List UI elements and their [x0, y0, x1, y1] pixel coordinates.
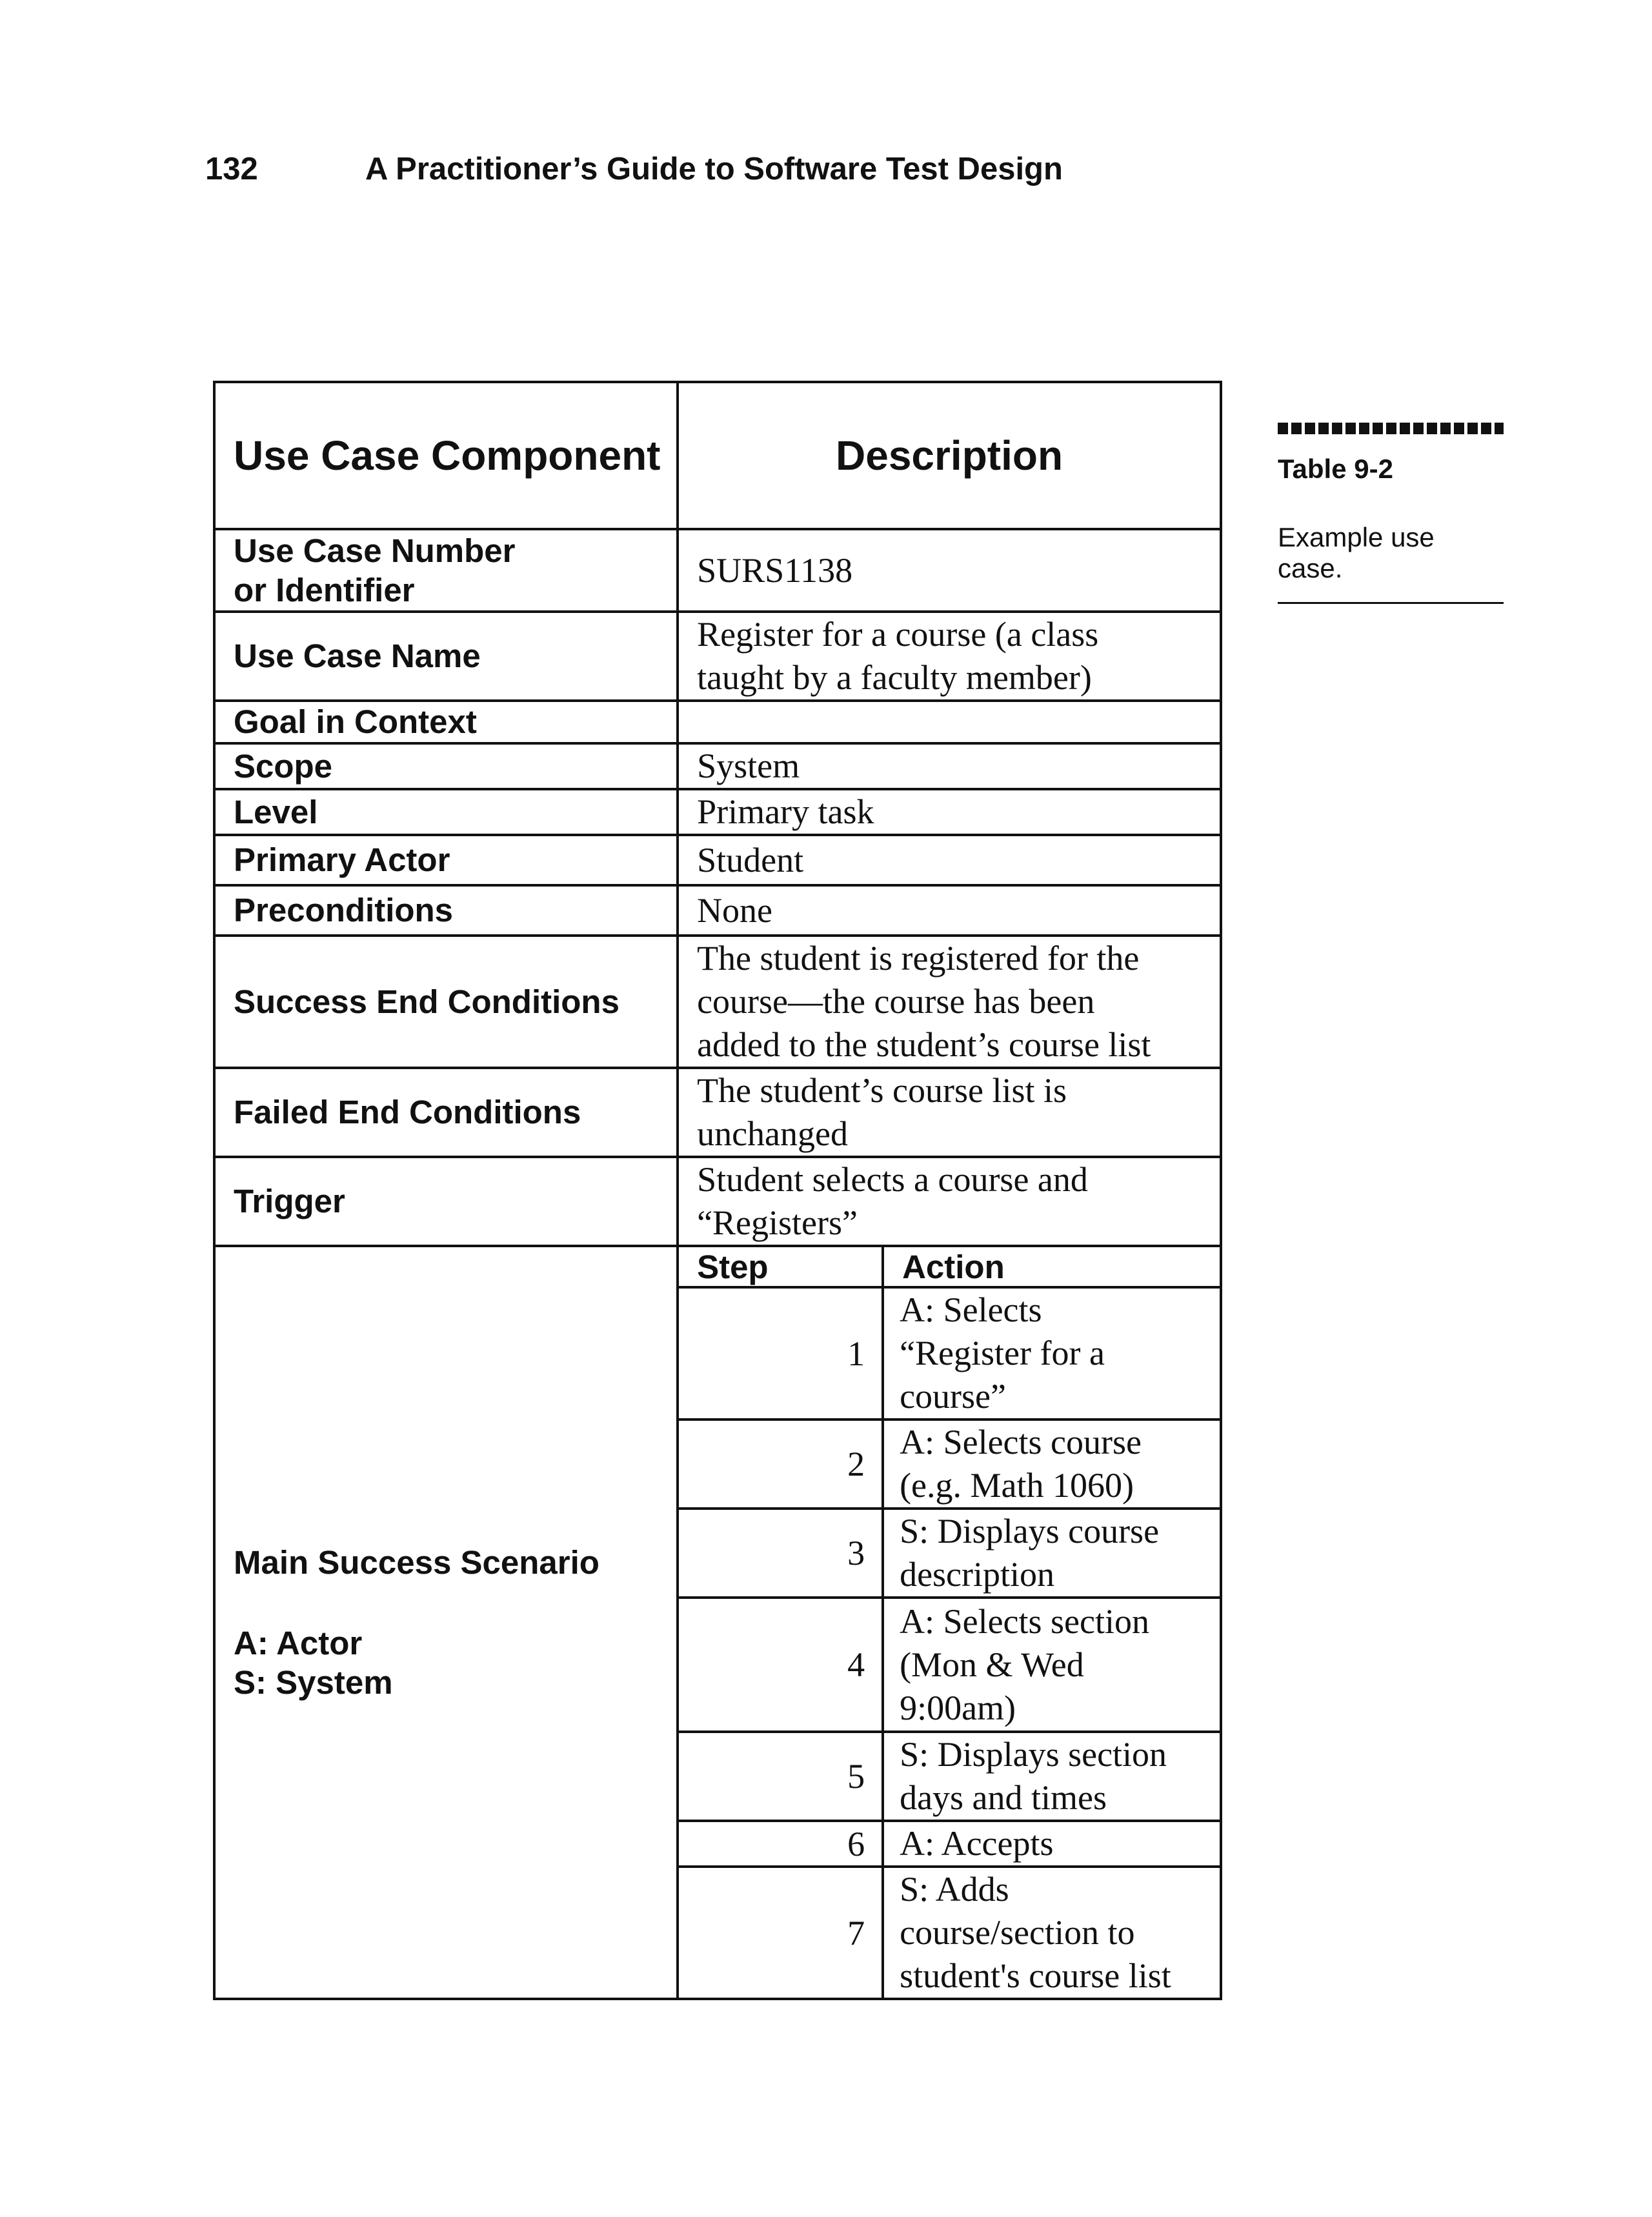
component-label [214, 743, 678, 789]
step-action [883, 1821, 1220, 1867]
text-line: or Identifier [234, 572, 415, 608]
component-label [214, 612, 678, 701]
text-line: The student’s course list is [697, 1071, 1067, 1110]
text-line: Register for a course (a class [697, 615, 1099, 654]
table-row [214, 885, 1221, 936]
scenario-steps-cell [678, 1246, 1221, 1999]
text-line: Student selects a course and [697, 1160, 1088, 1199]
table-row [214, 1068, 1221, 1157]
table-header-row [214, 382, 1221, 529]
caption-rule [1278, 602, 1504, 604]
legend-system: S: System [234, 1664, 393, 1701]
text-line: Level [234, 793, 318, 830]
table-row [214, 743, 1221, 789]
component-description [678, 885, 1221, 936]
book-title: A Practitioner’s Guide to Software Test Design [365, 152, 1063, 186]
text-line: Goal in Context [234, 703, 477, 741]
text-line: Failed End Conditions [234, 1094, 581, 1131]
table-number: Table 9-2 [1278, 454, 1393, 484]
text-line: A: Accepts [900, 1824, 1054, 1863]
step-row [679, 1821, 1220, 1867]
component-label [214, 1068, 678, 1157]
table-row [214, 789, 1221, 835]
text-line: (e.g. Math 1060) [900, 1466, 1134, 1505]
text-line: Scope [234, 747, 333, 785]
text-line: course—the course has been [697, 982, 1095, 1021]
step-number: 7 [679, 1867, 883, 1998]
table-row [214, 701, 1221, 743]
step-row [679, 1419, 1220, 1509]
step-action [883, 1287, 1220, 1419]
component-description [678, 743, 1221, 789]
step-row [679, 1509, 1220, 1598]
text-line: S: Displays course [900, 1512, 1160, 1550]
step-action [883, 1509, 1220, 1598]
component-label [214, 885, 678, 936]
text-line: SURS1138 [697, 550, 853, 590]
component-description [678, 701, 1221, 743]
running-head [205, 154, 1063, 185]
step-number: 4 [679, 1598, 883, 1732]
text-line: Trigger [234, 1183, 345, 1220]
text-line: added to the student’s course list [697, 1025, 1151, 1064]
text-line: S: Displays section [900, 1735, 1167, 1774]
component-description [678, 612, 1221, 701]
header-description: Description [678, 382, 1221, 529]
main-success-scenario-label: Main Success Scenario [234, 1543, 599, 1581]
steps-header-row [679, 1247, 1220, 1287]
text-line: unchanged [697, 1114, 848, 1153]
step-number: 2 [679, 1419, 883, 1509]
table-row [214, 529, 1221, 612]
text-line: Use Case Number [234, 532, 516, 569]
main-success-scenario-row [214, 1246, 1221, 1999]
step-number: 6 [679, 1821, 883, 1867]
table-row [214, 612, 1221, 701]
step-action [883, 1419, 1220, 1509]
legend-actor: A: Actor [234, 1624, 363, 1661]
text-line: description [900, 1555, 1055, 1594]
step-number: 3 [679, 1509, 883, 1598]
step-row [679, 1732, 1220, 1821]
step-number: 1 [679, 1287, 883, 1419]
text-line: student's course list [900, 1956, 1171, 1995]
table-row [214, 1157, 1221, 1246]
text-line: “Register for a [900, 1334, 1105, 1372]
step-action [883, 1867, 1220, 1998]
text-line: (Mon & Wed [900, 1645, 1084, 1684]
component-label [214, 701, 678, 743]
step-number: 5 [679, 1732, 883, 1821]
step-header: Step [679, 1247, 883, 1287]
page-number: 132 [205, 152, 258, 186]
table-caption [1278, 423, 1504, 604]
text-line: Student [697, 840, 804, 879]
text-line: days and times [900, 1778, 1107, 1817]
component-label [214, 529, 678, 612]
text-line: A: Selects [900, 1290, 1042, 1329]
scenario-steps-table [679, 1247, 1220, 1998]
caption-text: Example use case. [1278, 522, 1435, 583]
component-description [678, 1068, 1221, 1157]
text-line: A: Selects course [900, 1423, 1142, 1461]
text-line: A: Selects section [900, 1601, 1149, 1641]
component-label [214, 1157, 678, 1246]
text-line: Use Case Name [234, 637, 481, 675]
component-description [678, 936, 1221, 1068]
component-description [678, 835, 1221, 885]
text-line: “Registers” [697, 1203, 858, 1242]
step-action [883, 1598, 1220, 1732]
text-line: Primary Actor [234, 841, 450, 879]
component-label [214, 936, 678, 1068]
text-line: 9:00am) [900, 1688, 1016, 1727]
text-line: System [697, 747, 800, 785]
table-row [214, 835, 1221, 885]
component-description [678, 1157, 1221, 1246]
spacer [234, 1582, 676, 1623]
text-line: course” [900, 1377, 1006, 1416]
action-header: Action [902, 1248, 1005, 1285]
table-row [214, 936, 1221, 1068]
component-label [214, 835, 678, 885]
step-action [883, 1732, 1220, 1821]
text-line: Success End Conditions [234, 983, 620, 1020]
use-case-table [213, 381, 1222, 2000]
main-success-scenario-label-cell [214, 1246, 678, 1999]
text-line: Preconditions [234, 892, 454, 929]
header-component: Use Case Component [214, 382, 678, 529]
step-row [679, 1598, 1220, 1732]
step-row [679, 1287, 1220, 1419]
text-line: Primary task [697, 792, 874, 831]
text-line: None [697, 890, 773, 930]
component-description [678, 529, 1221, 612]
text-line: course/section to [900, 1913, 1135, 1952]
step-row [679, 1867, 1220, 1998]
caption-marker-bar [1278, 423, 1504, 434]
text-line: The student is registered for the [697, 939, 1140, 978]
component-label [214, 789, 678, 835]
text-line: S: Adds [900, 1870, 1009, 1909]
component-description [678, 789, 1221, 835]
text-line: taught by a faculty member) [697, 658, 1092, 697]
